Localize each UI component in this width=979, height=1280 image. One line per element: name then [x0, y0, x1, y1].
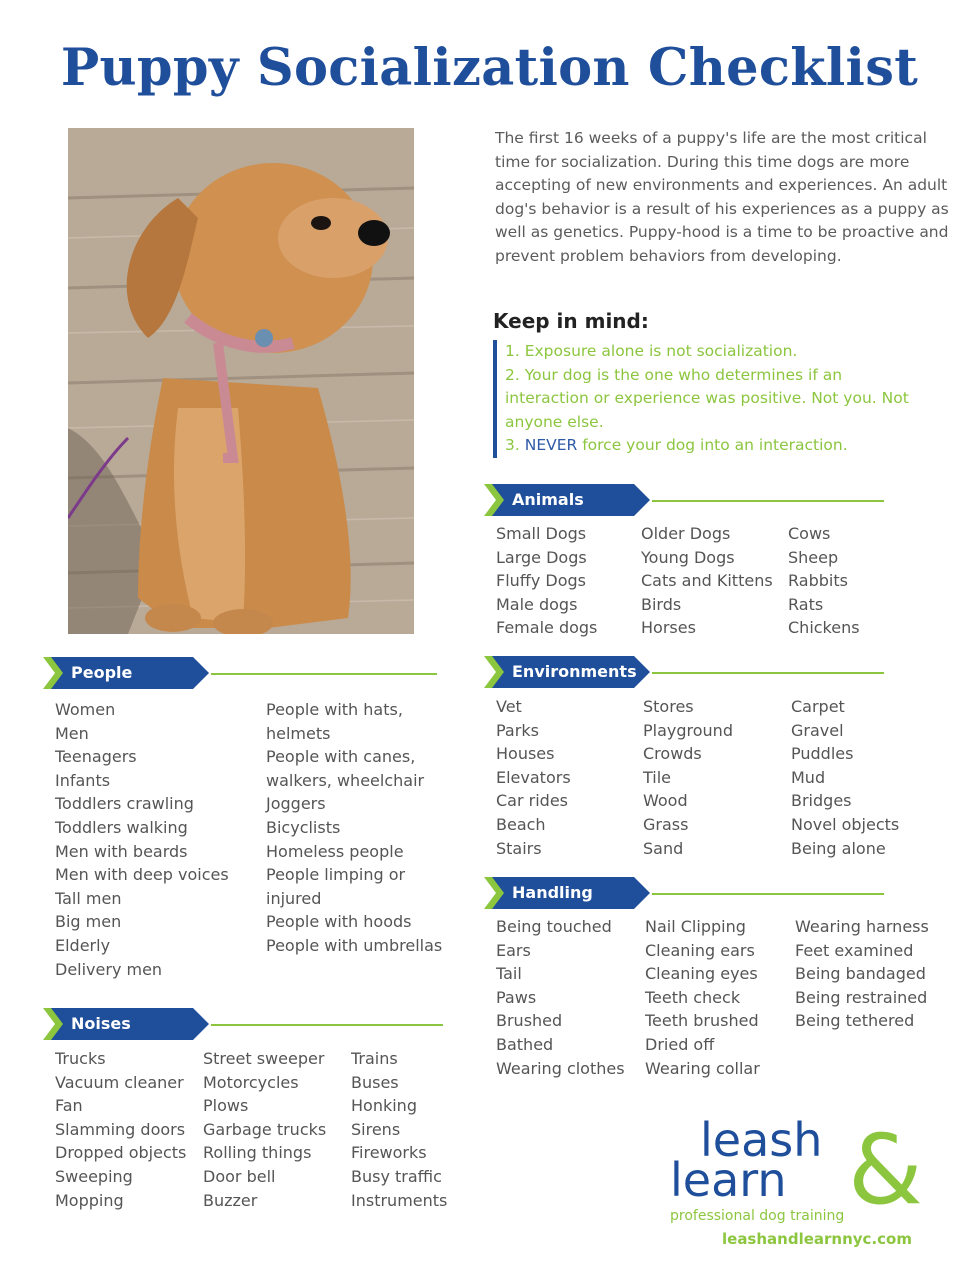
- section-title: People: [71, 663, 133, 682]
- list-item: Buzzer: [203, 1190, 258, 1210]
- list-item: Cleaning eyes: [645, 964, 758, 984]
- list-item: Vacuum cleaner: [55, 1072, 184, 1092]
- list-item: Puddles: [791, 744, 854, 764]
- list-item: Horses: [641, 618, 696, 638]
- list-item: Toddlers crawling: [55, 794, 194, 814]
- keep-in-mind-item: 2. Your dog is the one who determines if an interaction or experience was positive. Not you. Not anyone else.: [505, 365, 909, 431]
- list-item: Sweeping: [55, 1166, 133, 1186]
- list-item: Homeless people: [266, 841, 404, 861]
- list-item: Trains: [351, 1049, 398, 1068]
- puppy-photo: [68, 128, 414, 634]
- people-col-1: [55, 698, 229, 981]
- list-item: Nail Clipping: [645, 917, 746, 936]
- list-item: Delivery men: [55, 959, 163, 979]
- list-item: Tile: [643, 767, 672, 787]
- list-item: Paws: [496, 987, 537, 1007]
- section-title: Handling: [512, 883, 593, 902]
- list-item: Fan: [55, 1096, 83, 1116]
- list-item: Wood: [643, 791, 688, 811]
- list-item: Busy traffic: [351, 1166, 442, 1186]
- list-item: Cleaning ears: [645, 940, 755, 960]
- logo-word-leash: leash: [700, 1113, 823, 1167]
- list-item: Brushed: [496, 1011, 563, 1031]
- handling-col-2: [645, 915, 760, 1080]
- list-item: Gravel: [791, 720, 844, 740]
- list-item: Stores: [643, 697, 694, 716]
- list-item: Novel objects: [791, 814, 900, 834]
- list-item: Plows: [203, 1096, 249, 1116]
- handling-col-1: [496, 915, 625, 1080]
- list-item: injured: [266, 888, 322, 908]
- list-item: Cows: [788, 524, 831, 543]
- list-item: Dried off: [645, 1034, 715, 1054]
- list-item: Teenagers: [55, 747, 137, 767]
- environments-col-1: [496, 695, 571, 860]
- list-item: Infants: [55, 770, 111, 790]
- logo-word-learn: learn: [670, 1153, 787, 1207]
- list-item: Chickens: [788, 618, 860, 638]
- leash-and-learn-logo: [660, 1108, 950, 1253]
- list-item: Ears: [496, 940, 531, 960]
- list-item: Crowds: [643, 744, 702, 764]
- section-title: Animals: [512, 490, 584, 509]
- never-emphasis: NEVER: [524, 436, 578, 454]
- section-handling: [484, 877, 889, 911]
- list-item: Teeth check: [645, 987, 741, 1007]
- list-item: Honking: [351, 1096, 417, 1116]
- list-item: Sand: [643, 838, 684, 858]
- list-item: Wearing clothes: [496, 1058, 625, 1078]
- environments-col-2: [643, 695, 733, 860]
- list-item: Being alone: [791, 838, 886, 858]
- section-title: Environments: [512, 662, 637, 681]
- list-item: Stairs: [496, 838, 542, 858]
- list-item: Cats and Kittens: [641, 571, 773, 591]
- environments-col-3: [791, 695, 899, 860]
- list-item: Being bandaged: [795, 964, 926, 984]
- logo-tagline: professional dog training: [670, 1208, 845, 1224]
- handling-col-3: [795, 915, 929, 1033]
- page-title: Puppy Socialization Checklist: [60, 38, 919, 98]
- section-rule: [652, 893, 884, 895]
- section-rule: [652, 672, 884, 674]
- list-item: People limping or: [266, 865, 406, 885]
- list-item: Tail: [496, 964, 522, 984]
- list-item: Toddlers walking: [55, 817, 188, 837]
- list-item: Elderly: [55, 935, 111, 955]
- list-item: Men with deep voices: [55, 865, 229, 885]
- list-item: Rabbits: [788, 571, 848, 591]
- list-item: Feet examined: [795, 940, 914, 960]
- list-item: Female dogs: [496, 618, 598, 638]
- list-item: People with hoods: [266, 912, 412, 932]
- section-title: Noises: [71, 1014, 131, 1033]
- list-item: Bridges: [791, 791, 852, 811]
- intro-paragraph: The first 16 weeks of a puppy's life are the most critical time for socialization. During this time dogs are more accepting of new environments and experiences. An adult dog's behavior is a result of his experiences as a puppy as well as genetics. Puppy-hood is a time to be proactive and prevent problem behaviors from developing.: [495, 129, 949, 265]
- list-item: Rolling things: [203, 1143, 312, 1163]
- list-item: Grass: [643, 814, 689, 834]
- list-item: Instruments: [351, 1190, 448, 1210]
- list-item: People with canes,: [266, 747, 416, 767]
- list-item: Parks: [496, 720, 539, 740]
- list-item: helmets: [266, 723, 331, 743]
- noises-col-3: [351, 1047, 447, 1212]
- keep-in-mind-list: [493, 340, 925, 458]
- list-item: Motorcycles: [203, 1072, 299, 1092]
- section-environments: [484, 656, 889, 690]
- list-item: Mud: [791, 767, 826, 787]
- list-item: Houses: [496, 744, 555, 764]
- list-item: Fireworks: [351, 1143, 427, 1163]
- list-item: Birds: [641, 594, 682, 614]
- list-item: Garbage trucks: [203, 1119, 327, 1139]
- list-item: Older Dogs: [641, 524, 731, 543]
- list-item: Sirens: [351, 1119, 401, 1139]
- people-col-2: [266, 698, 442, 958]
- list-item: Elevators: [496, 767, 571, 787]
- list-item: Playground: [643, 720, 733, 740]
- list-item: Bathed: [496, 1034, 554, 1054]
- list-item: Carpet: [791, 697, 845, 716]
- list-item: Car rides: [496, 791, 568, 811]
- list-item: Rats: [788, 594, 824, 614]
- list-item: Trucks: [55, 1049, 106, 1068]
- section-noises: [43, 1008, 443, 1042]
- animals-col-2: [641, 522, 773, 640]
- list-item: Tall men: [55, 888, 122, 908]
- list-item: walkers, wheelchair: [266, 770, 425, 790]
- noises-col-2: [203, 1047, 326, 1212]
- list-item: Mopping: [55, 1190, 124, 1210]
- logo-url: leashandlearnnyc.com: [722, 1230, 912, 1248]
- list-item: Fluffy Dogs: [496, 571, 586, 591]
- section-rule: [652, 500, 884, 502]
- list-item: People with umbrellas: [266, 935, 443, 955]
- list-item: Men with beards: [55, 841, 188, 861]
- list-item: Vet: [496, 697, 522, 716]
- list-item: Wearing harness: [795, 917, 929, 936]
- keep-in-mind-item: 1. Exposure alone is not socialization.: [505, 342, 798, 360]
- list-item: Wearing collar: [645, 1058, 760, 1078]
- animals-col-1: [496, 522, 597, 640]
- section-rule: [211, 1024, 443, 1026]
- list-item: Women: [55, 700, 116, 719]
- animals-col-3: [788, 522, 860, 640]
- section-rule: [211, 673, 437, 675]
- list-item: Being tethered: [795, 1011, 915, 1031]
- list-item: Men: [55, 723, 89, 743]
- list-item: Street sweeper: [203, 1049, 325, 1068]
- list-item: Buses: [351, 1072, 399, 1092]
- keep-in-mind-heading: Keep in mind:: [493, 309, 649, 333]
- list-item: Small Dogs: [496, 524, 587, 543]
- list-item: Bicyclists: [266, 817, 341, 837]
- list-item: Beach: [496, 814, 546, 834]
- list-item: Large Dogs: [496, 547, 587, 567]
- keep-in-mind-item: 3. NEVER force your dog into an interaction.: [505, 436, 848, 454]
- list-item: Being restrained: [795, 987, 928, 1007]
- list-item: Big men: [55, 912, 122, 932]
- list-item: Young Dogs: [641, 547, 735, 567]
- section-animals: [484, 484, 889, 518]
- logo-ampersand: &: [848, 1114, 923, 1226]
- list-item: Male dogs: [496, 594, 578, 614]
- list-item: People with hats,: [266, 700, 403, 719]
- list-item: Door bell: [203, 1166, 276, 1186]
- list-item: Sheep: [788, 547, 839, 567]
- list-item: Joggers: [266, 794, 326, 814]
- list-item: Dropped objects: [55, 1143, 187, 1163]
- list-item: Being touched: [496, 917, 612, 936]
- section-people: [43, 657, 443, 691]
- list-item: Slamming doors: [55, 1119, 186, 1139]
- noises-col-1: [55, 1047, 186, 1212]
- list-item: Teeth brushed: [645, 1011, 759, 1031]
